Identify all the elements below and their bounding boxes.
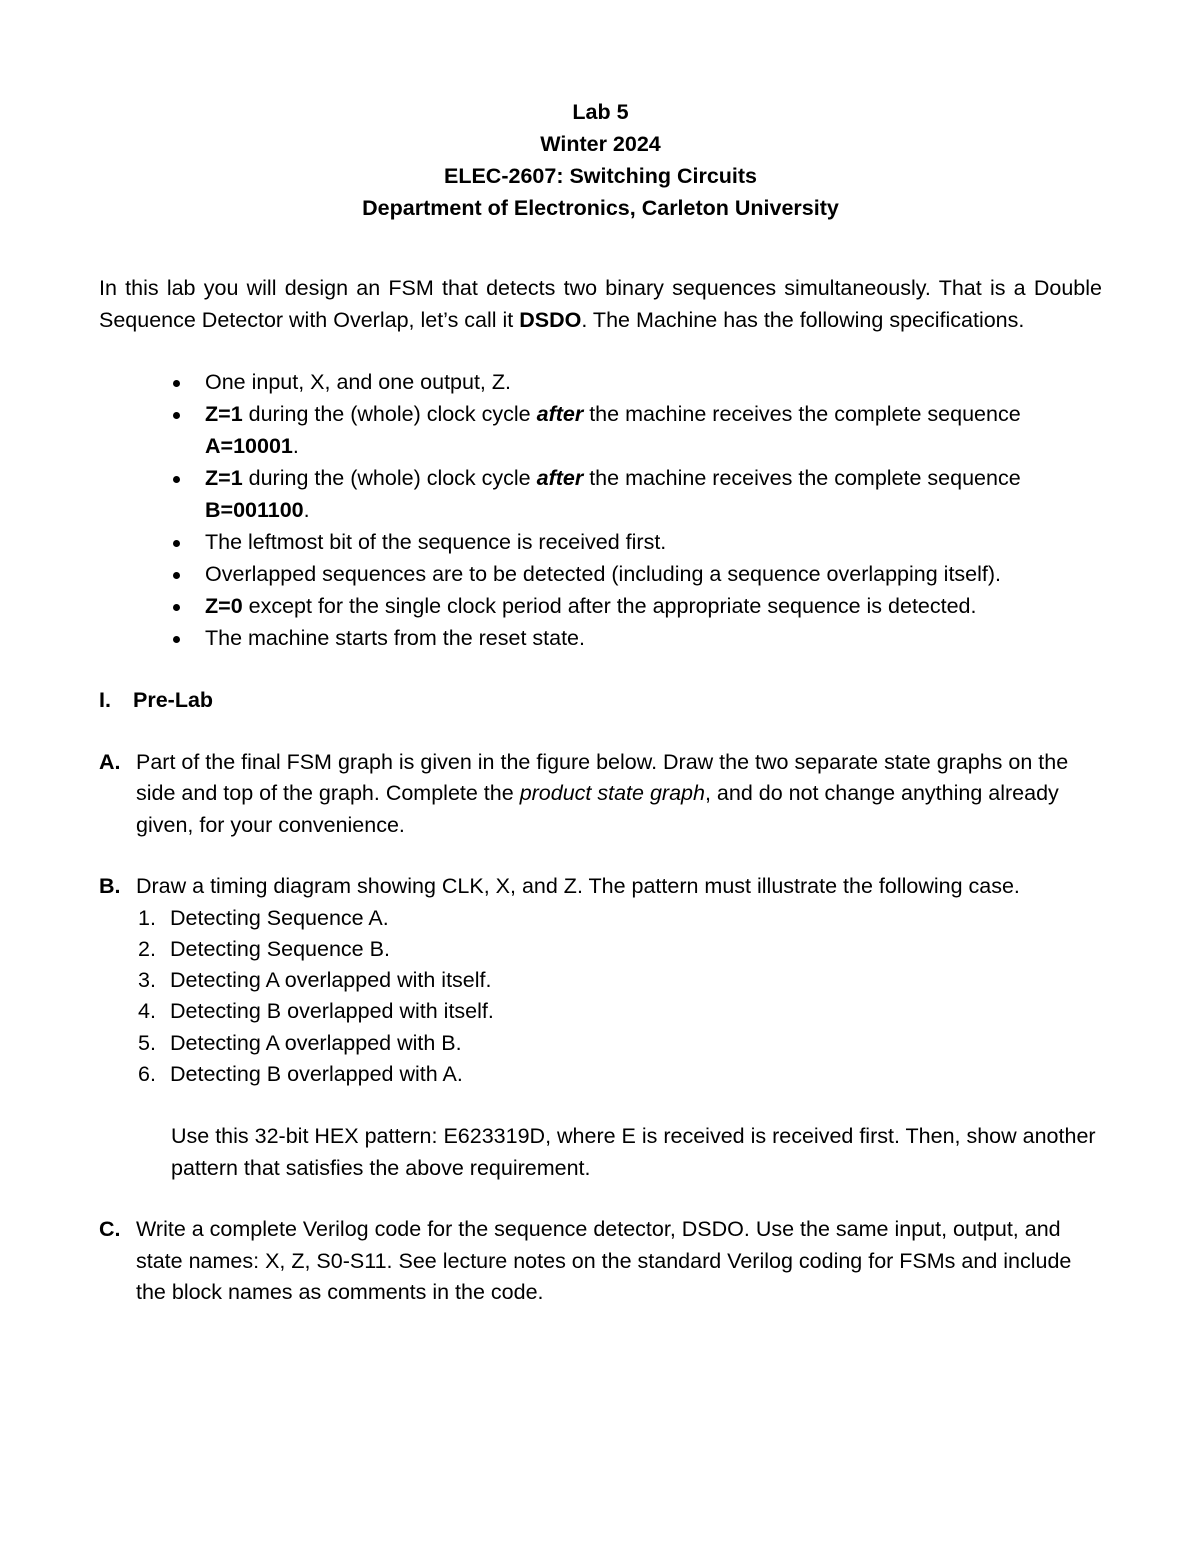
- case-item: [99, 934, 1102, 965]
- case-number: 4.: [138, 999, 156, 1024]
- spec-bold: Z=1: [205, 466, 243, 490]
- case-text: Detecting Sequence A.: [170, 905, 389, 930]
- case-text: Detecting B overlapped with A.: [170, 1061, 463, 1086]
- part-c-label: C.: [99, 1217, 121, 1242]
- course-title: ELEC-2607: Switching Circuits: [443, 164, 757, 188]
- term-title: Winter 2024: [540, 132, 661, 156]
- spec-list: [99, 366, 1102, 654]
- case-text: Detecting B overlapped with itself.: [170, 999, 494, 1024]
- bullet-icon: [173, 476, 180, 483]
- part-a-text-2: , and do not change anything already given, for your convenience.: [136, 781, 1059, 837]
- spec-text: the machine receives the complete sequence: [583, 402, 1021, 426]
- spec-item: [99, 590, 1102, 622]
- part-c-text: Write a complete Verilog code for the sequence detector, DSDO. Use the same input, output, and state names: X, Z, S0-S11. See lecture notes on the standard Verilog coding for FSMs and include the block names as comments in the code.: [136, 1217, 1072, 1305]
- sequence-b: B=001100: [205, 498, 304, 522]
- part-c: [99, 1214, 1102, 1309]
- sequence-a: A=10001: [205, 434, 293, 458]
- spec-item: [99, 526, 1102, 558]
- case-text: Detecting A overlapped with itself.: [170, 968, 492, 993]
- case-number: 3.: [138, 968, 156, 993]
- spec-text: The machine starts from the reset state.: [205, 626, 585, 650]
- spec-text: the machine receives the complete sequence: [583, 466, 1021, 490]
- part-b-body: [136, 871, 1102, 903]
- case-text: Detecting A overlapped with B.: [170, 1030, 462, 1055]
- bullet-icon: [173, 604, 180, 611]
- spec-text: The leftmost bit of the sequence is received first.: [205, 530, 667, 554]
- spec-bold: Z=0: [205, 594, 243, 618]
- case-number: 5.: [138, 1030, 156, 1055]
- intro-paragraph: [99, 273, 1102, 336]
- case-item: [99, 1028, 1102, 1059]
- bullet-icon: [173, 572, 180, 579]
- section-title: Pre-Lab: [133, 688, 214, 712]
- case-number: 1.: [138, 905, 156, 930]
- bullet-icon: [173, 412, 180, 419]
- document-header: [99, 96, 1102, 224]
- section-heading: [99, 685, 1102, 717]
- lab-title: Lab 5: [572, 100, 629, 124]
- spec-text: during the (whole) clock cycle: [242, 402, 537, 426]
- part-a: [99, 747, 1102, 842]
- case-text: Detecting Sequence B.: [170, 936, 390, 961]
- intro-dsdo: DSDO: [519, 307, 582, 332]
- spec-emphasis: after: [536, 466, 584, 490]
- part-b: [99, 871, 1102, 903]
- department-title: Department of Electronics, Carleton University: [362, 196, 839, 220]
- intro-text-2: . The Machine has the following specifications.: [581, 307, 1025, 332]
- case-number: 6.: [138, 1061, 156, 1086]
- part-a-emphasis: product state graph: [519, 781, 705, 805]
- spec-text: One input, X, and one output, Z.: [205, 370, 511, 394]
- spec-text: during the (whole) clock cycle: [242, 466, 537, 490]
- case-number: 2.: [138, 936, 156, 961]
- bullet-icon: [173, 380, 180, 387]
- case-item: [99, 903, 1102, 934]
- spec-item: [99, 558, 1102, 590]
- spec-text: Overlapped sequences are to be detected (including a sequence overlapping itself).: [205, 562, 1002, 586]
- spec-text: .: [303, 498, 310, 522]
- spec-item: [99, 622, 1102, 654]
- spec-emphasis: after: [536, 402, 584, 426]
- spec-item: [99, 366, 1102, 398]
- case-list: [99, 903, 1102, 1091]
- case-item: [99, 1059, 1102, 1090]
- bullet-icon: [173, 636, 180, 643]
- spec-text: except for the single clock period after the appropriate sequence is detected.: [242, 594, 977, 618]
- hex-pattern-instruction: Use this 32-bit HEX pattern: E623319D, where E is received is received first. Then, show another pattern that satisfies the above requirement.: [171, 1124, 1096, 1180]
- case-item: [99, 965, 1102, 996]
- document-page: [99, 96, 1102, 1309]
- spec-text: .: [292, 434, 299, 458]
- spec-item: [99, 398, 1102, 462]
- part-b-label: B.: [99, 874, 121, 898]
- section-number: I.: [99, 688, 111, 712]
- part-a-text-1: Part of the final FSM graph is given in the figure below. Draw the two separate state graphs on the side and top of the graph. Complete the: [136, 749, 1069, 805]
- part-a-text: [136, 747, 1102, 842]
- intro-text-1: In this lab you will design an FSM that detects two binary sequences simultaneously. That is a Double Sequence Detector with Overlap, let’s call it: [99, 276, 1102, 332]
- part-a-label: A.: [99, 749, 121, 774]
- part-b-text: Draw a timing diagram showing CLK, X, and Z. The pattern must illustrate the following case.: [136, 874, 1020, 898]
- spec-item: [99, 462, 1102, 526]
- case-item: [99, 996, 1102, 1027]
- bullet-icon: [173, 540, 180, 547]
- spec-bold: Z=1: [205, 402, 243, 426]
